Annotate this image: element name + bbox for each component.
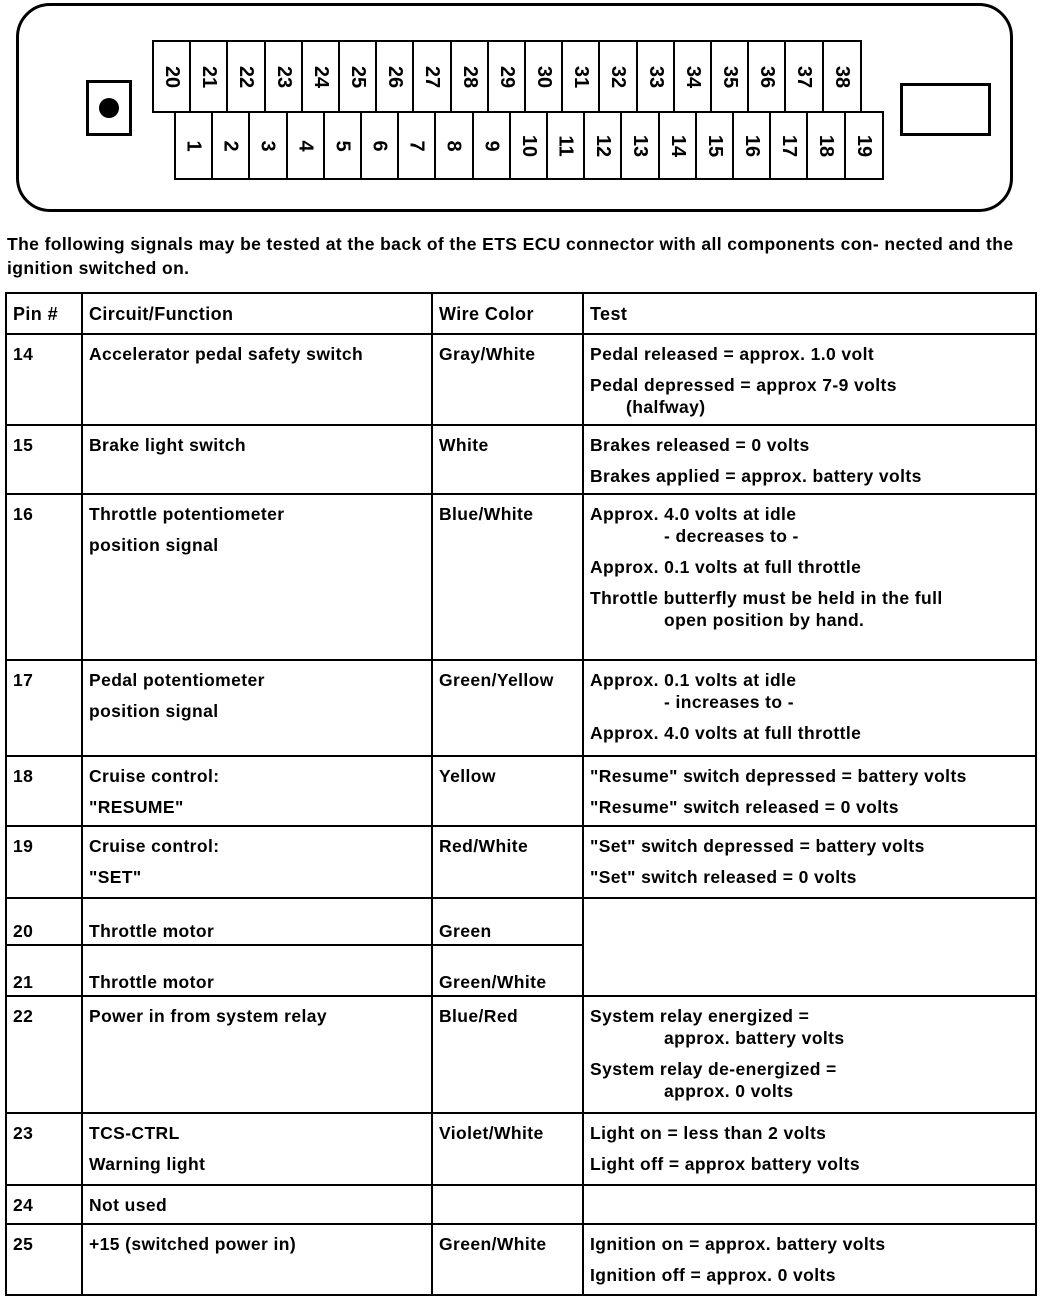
connector-pin-label: 12 [592,134,614,157]
connector-pin-label: 33 [645,65,667,88]
connector-pin-37 [784,40,824,113]
table-row [6,334,1036,425]
test-line: System relay de-energized = [590,1059,837,1079]
test-cell [583,334,1036,425]
wire-color: Gray/White [439,344,536,364]
cell-line: Cruise control: [89,836,220,856]
test-item [590,587,1029,631]
connector-pin-28 [450,40,490,113]
connector-pin-label: 14 [667,134,689,157]
test-item [590,1005,1029,1049]
test-line: Brakes applied = approx. battery volts [590,466,922,486]
connector-pin-21 [189,40,229,113]
test-item [590,465,1029,487]
pin-one-marker-dot [99,98,119,118]
connector-pin-35 [710,40,750,113]
function-cell [82,494,432,660]
connector-pin-label: 25 [347,65,369,88]
connector-pin-18 [806,111,846,180]
test-cell [583,1113,1036,1185]
connector-pin-30 [524,40,564,113]
cell-line: Cruise control: [89,766,220,786]
connector-pin-label: 4 [295,139,317,152]
test-item [590,1153,1029,1175]
test-line: System relay energized = [590,1006,810,1026]
test-item [590,374,1029,418]
test-item [590,835,1029,857]
test-line: Pedal released = approx. 1.0 volt [590,344,875,364]
connector-pin-label: 29 [496,65,518,88]
connector-pin-label: 13 [629,134,651,157]
connector-pin-10 [509,111,549,180]
pin-cell [6,1185,82,1224]
pin-cell [6,945,82,996]
wire-color: Blue/White [439,504,534,524]
test-item [590,1122,1029,1144]
wire-color: Green/White [439,972,547,992]
pin-cell [6,425,82,494]
cell-line: Brake light switch [89,435,246,455]
test-line: Approx. 0.1 volts at idle [590,670,797,690]
connector-pin-19 [844,111,884,180]
pin-number: 18 [13,766,34,786]
wire-color: Green/White [439,1234,547,1254]
pin-test-table [5,292,1037,1296]
test-line: approx. battery volts [664,1028,845,1048]
test-line: - increases to - [664,692,794,712]
wire-color-cell [432,1113,583,1185]
cell-line: "RESUME" [89,797,184,817]
connector-pin-2 [211,111,251,180]
connector-pin-label: 3 [257,139,279,152]
test-line: Throttle butterfly must be held in the full [590,588,943,608]
function-cell [82,1224,432,1295]
pin-cell [6,996,82,1113]
connector-pin-label: 10 [518,134,540,157]
connector-pin-label: 22 [235,65,257,88]
connector-pin-label: 23 [273,65,295,88]
pin-cell [6,756,82,826]
function-cell [82,425,432,494]
test-item [590,434,1029,456]
cell-line: Power in from system relay [89,1006,327,1026]
test-item [590,796,1029,818]
table-row [6,1113,1036,1185]
test-cell [583,826,1036,898]
test-line: Light on = less than 2 volts [590,1123,827,1143]
pin-number: 24 [13,1195,34,1215]
function-cell [82,945,432,996]
connector-pin-label: 8 [443,139,465,152]
cell-line: "SET" [89,867,142,887]
test-cell [583,425,1036,494]
connector-pin-label: 11 [555,134,577,157]
wire-color-cell [432,996,583,1113]
function-cell [82,898,432,945]
table-row [6,996,1036,1113]
test-line: Ignition on = approx. battery volts [590,1234,886,1254]
connector-pin-label: 2 [220,139,242,152]
intro-paragraph: The following signals may be tested at the back of the ETS ECU connector with all components con- nected and the ignition switched on. [7,234,1014,278]
test-cell [583,1224,1036,1295]
test-cell [583,660,1036,756]
test-item [590,343,1029,365]
connector-pin-label: 5 [332,139,354,152]
test-cell [583,898,1036,996]
test-line: Pedal depressed = approx 7-9 volts [590,375,897,395]
connector-pin-label: 21 [198,65,220,88]
cell-line: Throttle motor [89,972,215,992]
table-row [6,425,1036,494]
table-row [6,660,1036,756]
connector-pin-label: 35 [719,65,741,88]
wire-color: Blue/Red [439,1006,519,1026]
test-cell [583,996,1036,1113]
connector-pin-25 [338,40,378,113]
pin-number: 23 [13,1123,34,1143]
header-wire-color: Wire Color [432,293,583,334]
connector-pin-26 [375,40,415,113]
wire-color-cell [432,334,583,425]
connector-pin-label: 37 [793,65,815,88]
connector-pin-label: 9 [481,139,503,152]
pin-number: 21 [13,972,34,992]
wire-color-cell [432,756,583,826]
connector-pin-7 [397,111,437,180]
test-line: (halfway) [626,397,706,417]
function-cell [82,1185,432,1224]
connector-pin-36 [747,40,787,113]
pin-number: 20 [13,921,34,941]
table-row [6,1185,1036,1224]
function-cell [82,826,432,898]
wire-color-cell [432,826,583,898]
wire-color: Green [439,921,492,941]
connector-pin-label: 27 [421,65,443,88]
connector-pin-label: 15 [704,134,726,157]
test-item [590,669,1029,713]
pin-cell [6,1113,82,1185]
connector-pin-label: 32 [607,65,629,88]
pin-cell [6,334,82,425]
connector-pin-6 [360,111,400,180]
wire-color-cell [432,425,583,494]
pin-cell [6,826,82,898]
connector-pin-label: 36 [756,65,778,88]
test-line: approx. 0 volts [664,1081,794,1101]
connector-pin-33 [636,40,676,113]
connector-pin-29 [487,40,527,113]
pin-number: 16 [13,504,34,524]
cell-line: TCS-CTRL [89,1123,180,1143]
test-line: "Set" switch released = 0 volts [590,867,857,887]
connector-pin-label: 28 [459,65,481,88]
cell-line: position signal [89,535,219,555]
wire-color-cell [432,660,583,756]
connector-pin-27 [412,40,452,113]
test-cell [583,756,1036,826]
connector-pin-label: 1 [183,139,205,152]
pin-cell [6,1224,82,1295]
wire-color: Yellow [439,766,496,786]
test-line: Approx. 4.0 volts at full throttle [590,723,862,743]
test-item [590,866,1029,888]
wire-color: White [439,435,489,455]
header-test: Test [583,293,1036,334]
function-cell [82,756,432,826]
cell-line: Throttle motor [89,921,215,941]
test-line: Light off = approx battery volts [590,1154,860,1174]
connector-pin-label: 26 [384,65,406,88]
test-line: Ignition off = approx. 0 volts [590,1265,836,1285]
connector-pin-label: 31 [570,65,592,88]
table-row [6,494,1036,660]
connector-pin-17 [769,111,809,180]
connector-pin-11 [546,111,586,180]
wire-color-cell [432,898,583,945]
connector-pin-label: 19 [853,134,875,157]
test-line: Approx. 0.1 volts at full throttle [590,557,862,577]
wire-color: Red/White [439,836,529,856]
connector-pin-5 [323,111,363,180]
test-item [590,1264,1029,1286]
function-cell [82,996,432,1113]
connector-pin-label: 30 [533,65,555,88]
connector-pin-34 [673,40,713,113]
test-item [590,556,1029,578]
pin-cell [6,898,82,945]
cell-line: Pedal potentiometer [89,670,265,690]
function-cell [82,334,432,425]
connector-pin-20 [152,40,192,113]
table-row [6,756,1036,826]
connector-right-latch [900,83,991,136]
table-row [6,826,1036,898]
connector-pin-label: 20 [161,65,183,88]
function-cell [82,1113,432,1185]
test-line: "Set" switch depressed = battery volts [590,836,925,856]
header-function: Circuit/Function [82,293,432,334]
connector-pin-label: 24 [310,65,332,88]
test-line: Approx. 4.0 volts at idle [590,504,797,524]
table-row [6,1224,1036,1295]
test-item [590,1233,1029,1255]
header-pin: Pin # [6,293,82,334]
connector-pin-12 [583,111,623,180]
connector-pin-3 [248,111,288,180]
test-line: open position by hand. [664,610,865,630]
table-header-row [6,293,1036,334]
wire-color: Violet/White [439,1123,544,1143]
pin-number: 14 [13,344,34,364]
pin-number: 15 [13,435,34,455]
cell-line: Not used [89,1195,168,1215]
pin-number: 17 [13,670,34,690]
table-row [6,898,1036,945]
wire-color: Green/Yellow [439,670,554,690]
connector-pin-14 [658,111,698,180]
cell-line: position signal [89,701,219,721]
test-line: "Resume" switch depressed = battery volts [590,766,967,786]
connector-pin-38 [822,40,862,113]
connector-pin-9 [472,111,512,180]
cell-line: Accelerator pedal safety switch [89,344,364,364]
pin-cell [6,660,82,756]
connector-pin-13 [620,111,660,180]
cell-line: Throttle potentiometer [89,504,285,524]
connector-pin-8 [434,111,474,180]
connector-pin-label: 17 [778,134,800,157]
wire-color-cell [432,494,583,660]
test-item [590,722,1029,744]
connector-pin-15 [695,111,735,180]
test-item [590,765,1029,787]
test-item [590,1058,1029,1102]
connector-pin-32 [598,40,638,113]
connector-pin-label: 34 [682,65,704,88]
connector-left-latch [86,80,132,136]
pin-number: 19 [13,836,34,856]
pin-cell [6,494,82,660]
pin-number: 22 [13,1006,34,1026]
connector-pin-label: 16 [741,134,763,157]
test-cell [583,494,1036,660]
test-line: - decreases to - [664,526,799,546]
test-item [590,503,1029,547]
connector-pin-16 [732,111,772,180]
connector-pin-label: 6 [369,139,391,152]
wire-color-cell [432,1185,583,1224]
test-line: "Resume" switch released = 0 volts [590,797,899,817]
wire-color-cell [432,945,583,996]
connector-pin-label: 7 [406,139,428,152]
connector-pin-23 [264,40,304,113]
connector-pin-label: 18 [815,134,837,157]
function-cell [82,660,432,756]
wire-color-cell [432,1224,583,1295]
connector-pin-1 [174,111,214,180]
connector-pin-24 [301,40,341,113]
cell-line: Warning light [89,1154,206,1174]
connector-pin-4 [286,111,326,180]
test-cell [583,1185,1036,1224]
connector-pin-31 [561,40,601,113]
connector-pin-label: 38 [831,65,853,88]
test-line: Brakes released = 0 volts [590,435,810,455]
pin-number: 25 [13,1234,34,1254]
connector-pin-22 [226,40,266,113]
cell-line: +15 (switched power in) [89,1234,297,1254]
